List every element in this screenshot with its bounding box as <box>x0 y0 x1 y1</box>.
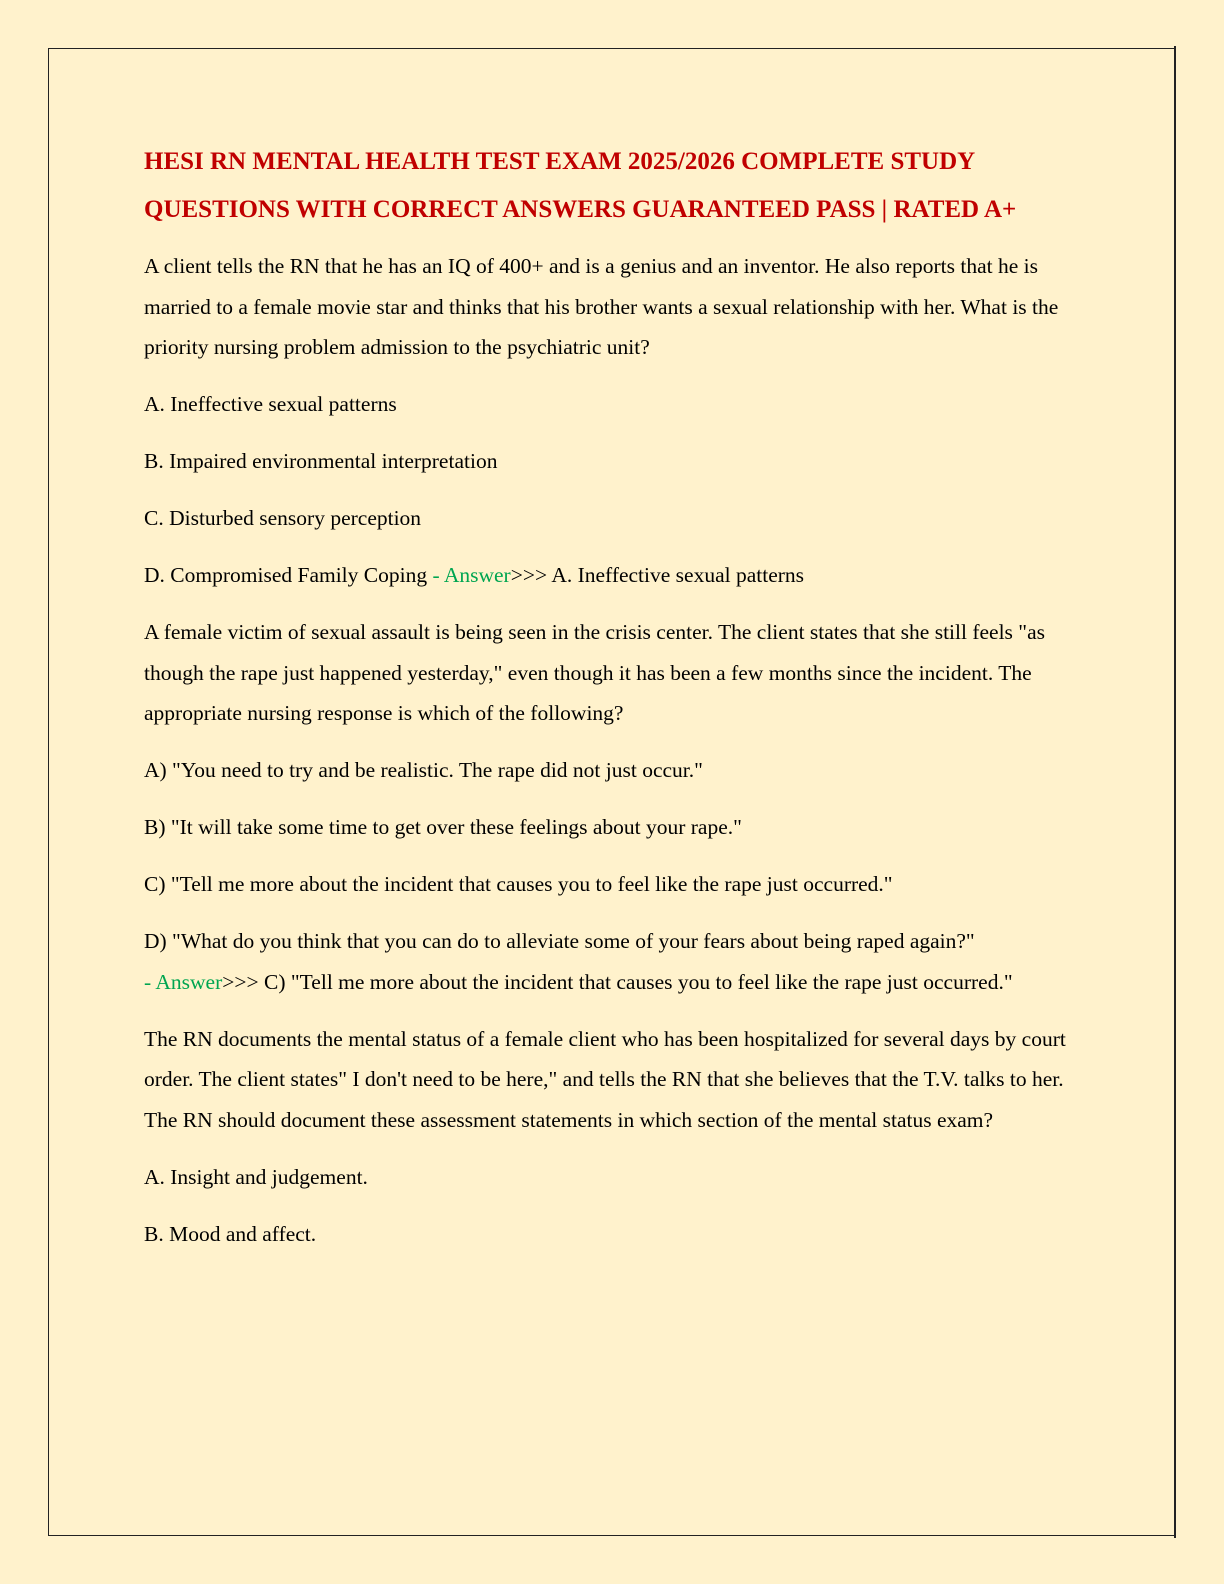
answer-dash: - <box>144 969 152 994</box>
question-1-answer: A. Ineffective sexual patterns <box>551 563 805 587</box>
document-title: HESI RN MENTAL HEALTH TEST EXAM 2025/2026 COMPLETE STUDY QUESTIONS WITH CORRECT ANSWERS GUARANTEED PASS | RATED A+ <box>144 148 1017 223</box>
answer-dash: - <box>432 563 440 587</box>
answer-label: Answer <box>443 563 511 587</box>
question-3-stem: The RN documents the mental status of a female client who has been hospitalized for several days by court order. The client states" I don't need to be here," and tells the RN that she believes that the T.V. talks to her. The RN should document these assessment statements in which section of the mental status exam? <box>144 1026 1066 1132</box>
question-3-option-b: B. Mood and affect. <box>144 1221 317 1246</box>
question-2-option-a: A) "You need to try and be realistic. The rape did not just occur." <box>144 758 703 782</box>
question-2-stem: A female victim of sexual assault is being seen in the crisis center. The client states that she still feels "as though the rape just happened yesterday," even though it has been a few months since the incident. The appropriate nursing response is which of the following? <box>144 620 1045 725</box>
question-1-option-c: C. Disturbed sensory perception <box>144 506 422 530</box>
question-1-option-d: D. Compromised Family Coping <box>144 563 428 587</box>
question-2-option-d: D) "What do you think that you can do to alleviate some of your fears about being raped again?" <box>144 929 975 953</box>
question-1-option-a: A. Ineffective sexual patterns <box>144 392 397 416</box>
question-2-answer: C) "Tell me more about the incident that causes you to feel like the rape just occurred." <box>264 969 1013 994</box>
question-2-option-c: C) "Tell me more about the incident that causes you to feel like the rape just occurred." <box>144 872 893 896</box>
answer-arrow: >>> <box>510 563 548 587</box>
question-2-option-b: B) "It will take some time to get over these feelings about your rape." <box>144 815 742 839</box>
page-border-shadow <box>1174 46 1176 1538</box>
question-2-option-d-with-answer <box>144 921 1084 1002</box>
question-3-option-a: A. Insight and judgement. <box>144 1164 368 1189</box>
question-1-option-b: B. Impaired environmental interpretation <box>144 449 498 473</box>
question-1-stem: A client tells the RN that he has an IQ of 400+ and is a genius and an inventor. He also reports that he is married to a female movie star and thinks that his brother wants a sexual relationship with her. What is the priority nursing problem admission to the psychiatric unit? <box>144 254 1059 359</box>
document-body <box>144 138 1084 1271</box>
answer-label: Answer <box>155 969 223 994</box>
question-1-option-d-with-answer <box>144 555 1084 596</box>
answer-arrow: >>> <box>222 969 259 994</box>
